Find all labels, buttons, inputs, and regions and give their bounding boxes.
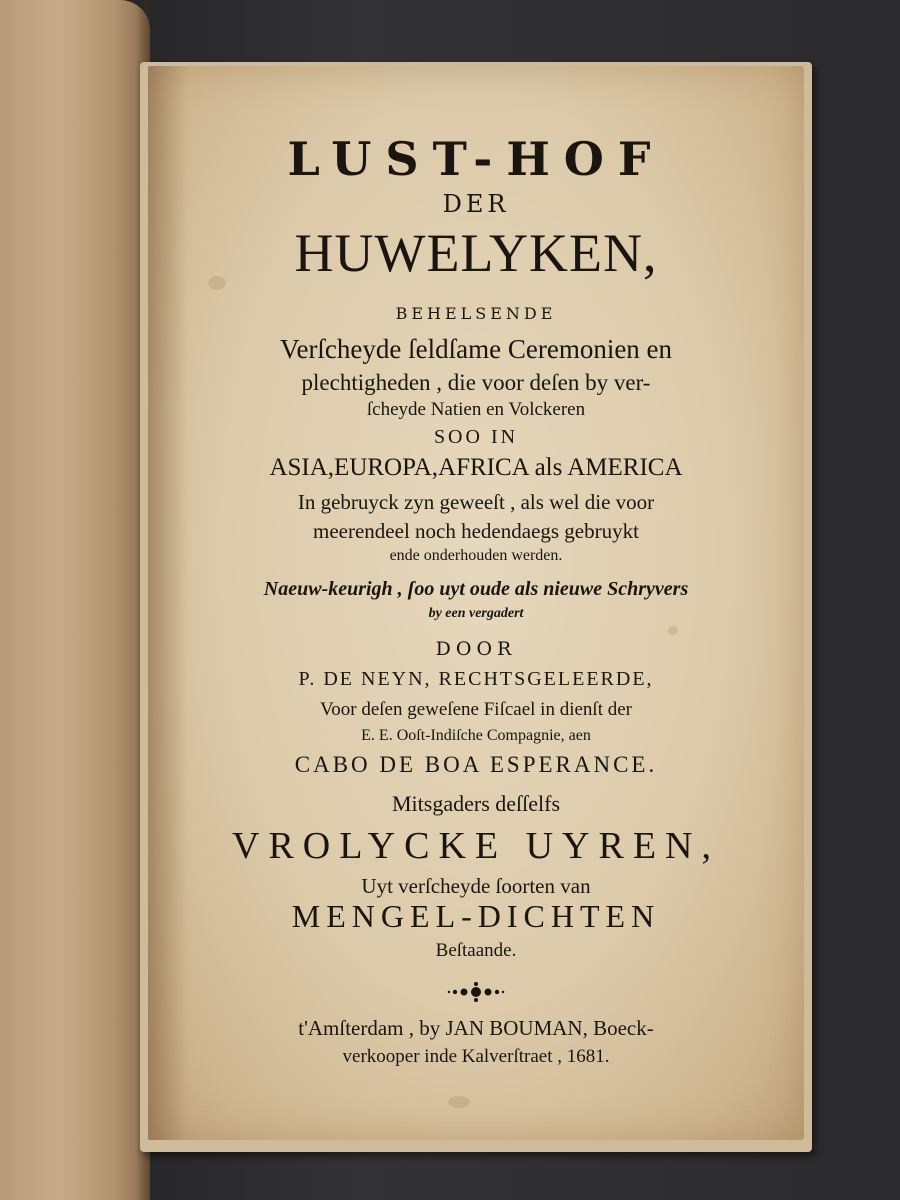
author-line: P. DE NEYN, RECHTSGELEERDE, [298, 668, 654, 690]
book-cover-left [0, 0, 150, 1200]
title-line-huwelyken: HUWELYKEN, [294, 223, 658, 283]
italic-line: Naeuw-keurigh , ſoo uyt oude als nieuwe Schryvers [263, 578, 689, 600]
title-line-lust-hof: LUST-HOF [287, 132, 665, 186]
text-line: Beſtaande. [435, 940, 517, 961]
foxing-spot [448, 1096, 470, 1108]
imprint-line: t'Amſterdam , by JAN BOUMAN, Boeck- [298, 1016, 654, 1040]
text-line-continents: ASIA,EUROPA,AFRICA als AMERICA [269, 454, 683, 481]
subtitle-behelsende: BEHELSENDE [395, 304, 557, 323]
text-line-cabo: CABO DE BOA ESPERANCE. [294, 752, 658, 777]
italic-line: by een vergadert [428, 606, 524, 621]
text-line: Uyt verſcheyde ſoorten van [361, 874, 591, 898]
title-line-vrolycke: VROLYCKE UYREN, [232, 825, 720, 867]
title-line-mengel-dichten: MENGEL-DICHTEN [291, 898, 661, 934]
text-line: ende onderhouden werden. [389, 547, 563, 564]
text-line: meerendeel noch hedendaegs gebruykt [313, 519, 639, 543]
title-line-der: DER [442, 190, 510, 218]
foxing-spot [668, 626, 678, 635]
imprint-line: verkooper inde Kalverſtraet , 1681. [342, 1046, 610, 1067]
text-line: Verſcheyde ſeldſame Ceremonien en [279, 334, 673, 364]
text-line: Voor deſen geweſene Fiſcael in dienſt der [320, 699, 632, 720]
text-line: plechtigheden , die voor deſen by ver- [301, 370, 651, 395]
text-line-door: DOOR [435, 638, 517, 660]
text-line: In gebruyck zyn geweeſt , als wel die voor [297, 490, 655, 514]
text-line: Mitsgaders deſſelfs [391, 791, 561, 816]
text-line: ſcheyde Natien en Volckeren [366, 399, 586, 420]
printer-ornament-icon [446, 980, 506, 1004]
text-line: E. E. Ooſt-Indiſche Compagnie, aen [361, 727, 591, 744]
title-page [148, 66, 804, 1140]
text-line-soo-in: SOO IN [433, 426, 519, 448]
